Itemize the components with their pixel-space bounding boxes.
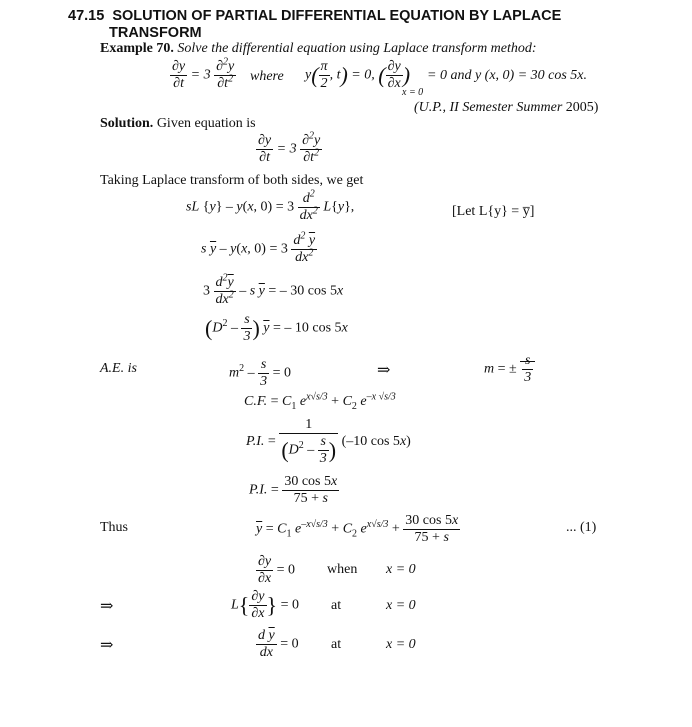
section-heading xyxy=(68,9,561,24)
when-word: when xyxy=(327,562,358,577)
given-text: Given equation is xyxy=(156,116,256,131)
subscript-x0: x = 0 xyxy=(402,87,424,98)
particular-integral-1: P.I. = 1 ($D^2$ – $\frac{s}{3}$ ) (–10 cos 5x) xyxy=(246,417,411,466)
particular-integral-2: P.I. = $\frac{30 \cos 5x}{75 + s}$ xyxy=(249,474,338,506)
solution-intro xyxy=(100,117,256,131)
bc-x0-3: x = 0 xyxy=(386,637,416,652)
boundary-conditions: y( $\frac{\pi}{2}$ , t) = 0, ( $\frac{\partial y}{\partial x}$ ) xyxy=(305,59,411,91)
transform-eq-3: 3 $\frac{d^2\overline{y}}{dx^2}$ – s $\overline{y}$ = – 30 cos 5x xyxy=(203,272,344,307)
transform-eq-2: s $\overline{y} - y(x$, 0) = 3 $\frac{d^2 \overline{y}}{dx^2}$ xyxy=(201,230,316,265)
operator-equation: ($D^2$ – $\frac{s}{3}$ ) $\overline{y}$ = – 10 cos 5x xyxy=(205,312,348,344)
condition-mid: = 0, xyxy=(351,67,379,83)
solution-label: Solution. xyxy=(100,116,154,131)
equation-reference: ... (1) xyxy=(566,520,597,535)
implies-arrow-2: ⇒ xyxy=(100,637,114,654)
thus-label: Thus xyxy=(100,520,128,535)
example-statement xyxy=(100,42,537,56)
bc-ordinary: $\frac{d \overline{y}}{dx}$ = 0 xyxy=(258,628,299,660)
implies-arrow-ae: ⇒ xyxy=(377,362,391,379)
example-label: Example 70. xyxy=(100,41,174,56)
source-text: (U.P., II Semester Summer xyxy=(414,100,566,115)
at-word-2: at xyxy=(331,637,342,652)
source-citation xyxy=(414,101,598,115)
condition-tail: = 0 and y (x, 0) = 30 cos 5x. xyxy=(427,68,588,83)
ae-label: A.E. is xyxy=(100,361,137,376)
transform-eq-1: sL {y} – y(x, 0) = 3 $\frac{d^2}{dx^2}$ L{y}, xyxy=(186,188,355,223)
implies-arrow-1: ⇒ xyxy=(100,598,114,615)
example-equation: $\frac{\partial y}{\partial t}$ = 3 $\frac{\partial^2y}{\partial t^2}$ xyxy=(172,56,235,91)
bc-laplace: L{ $\frac{\partial y}{\partial x}$ } = 0 xyxy=(231,589,299,621)
roots: m = ± $\frac{s}{3}$ xyxy=(484,354,535,385)
at-word-1: at xyxy=(331,598,342,613)
where-word: where xyxy=(250,69,284,84)
section-title-line2: TRANSFORM xyxy=(109,25,202,41)
section-title-line1: SOLUTION OF PARTIAL DIFFERENTIAL EQUATION BY LAPLACE xyxy=(112,8,562,24)
bc-x0-1: x = 0 xyxy=(386,562,416,577)
let-note: [Let L{y} = y̅] xyxy=(452,204,535,219)
complementary-function: C.F. = $C_1$ $e^{x√s/3} + C_2$ $e^{-x √s/3}$ xyxy=(244,391,396,412)
auxiliary-equation: $m^2$ – $\frac{s}{3}$ = 0 xyxy=(229,357,292,389)
general-solution: $\overline{y} = C_1$ $e^{-x√s/3} + C_2$ $e^{x√s/3}$ + $\frac{30 \cos 5x}{75 + s}$ xyxy=(256,513,459,545)
bc-x0-2: x = 0 xyxy=(386,598,416,613)
section-number: 47.15 xyxy=(68,8,105,24)
source-year: 2005) xyxy=(565,100,599,115)
example-text: Solve the differential equation using Laplace transform method: xyxy=(177,41,537,56)
given-equation: $\frac{\partial y}{\partial t}$ = 3 $\frac{\partial^2y}{\partial t^2}$ xyxy=(258,130,321,165)
bc-derivative: $\frac{\partial y}{\partial x}$ = 0 xyxy=(258,554,296,586)
taking-text: Taking Laplace transform of both sides, we get xyxy=(100,173,364,188)
